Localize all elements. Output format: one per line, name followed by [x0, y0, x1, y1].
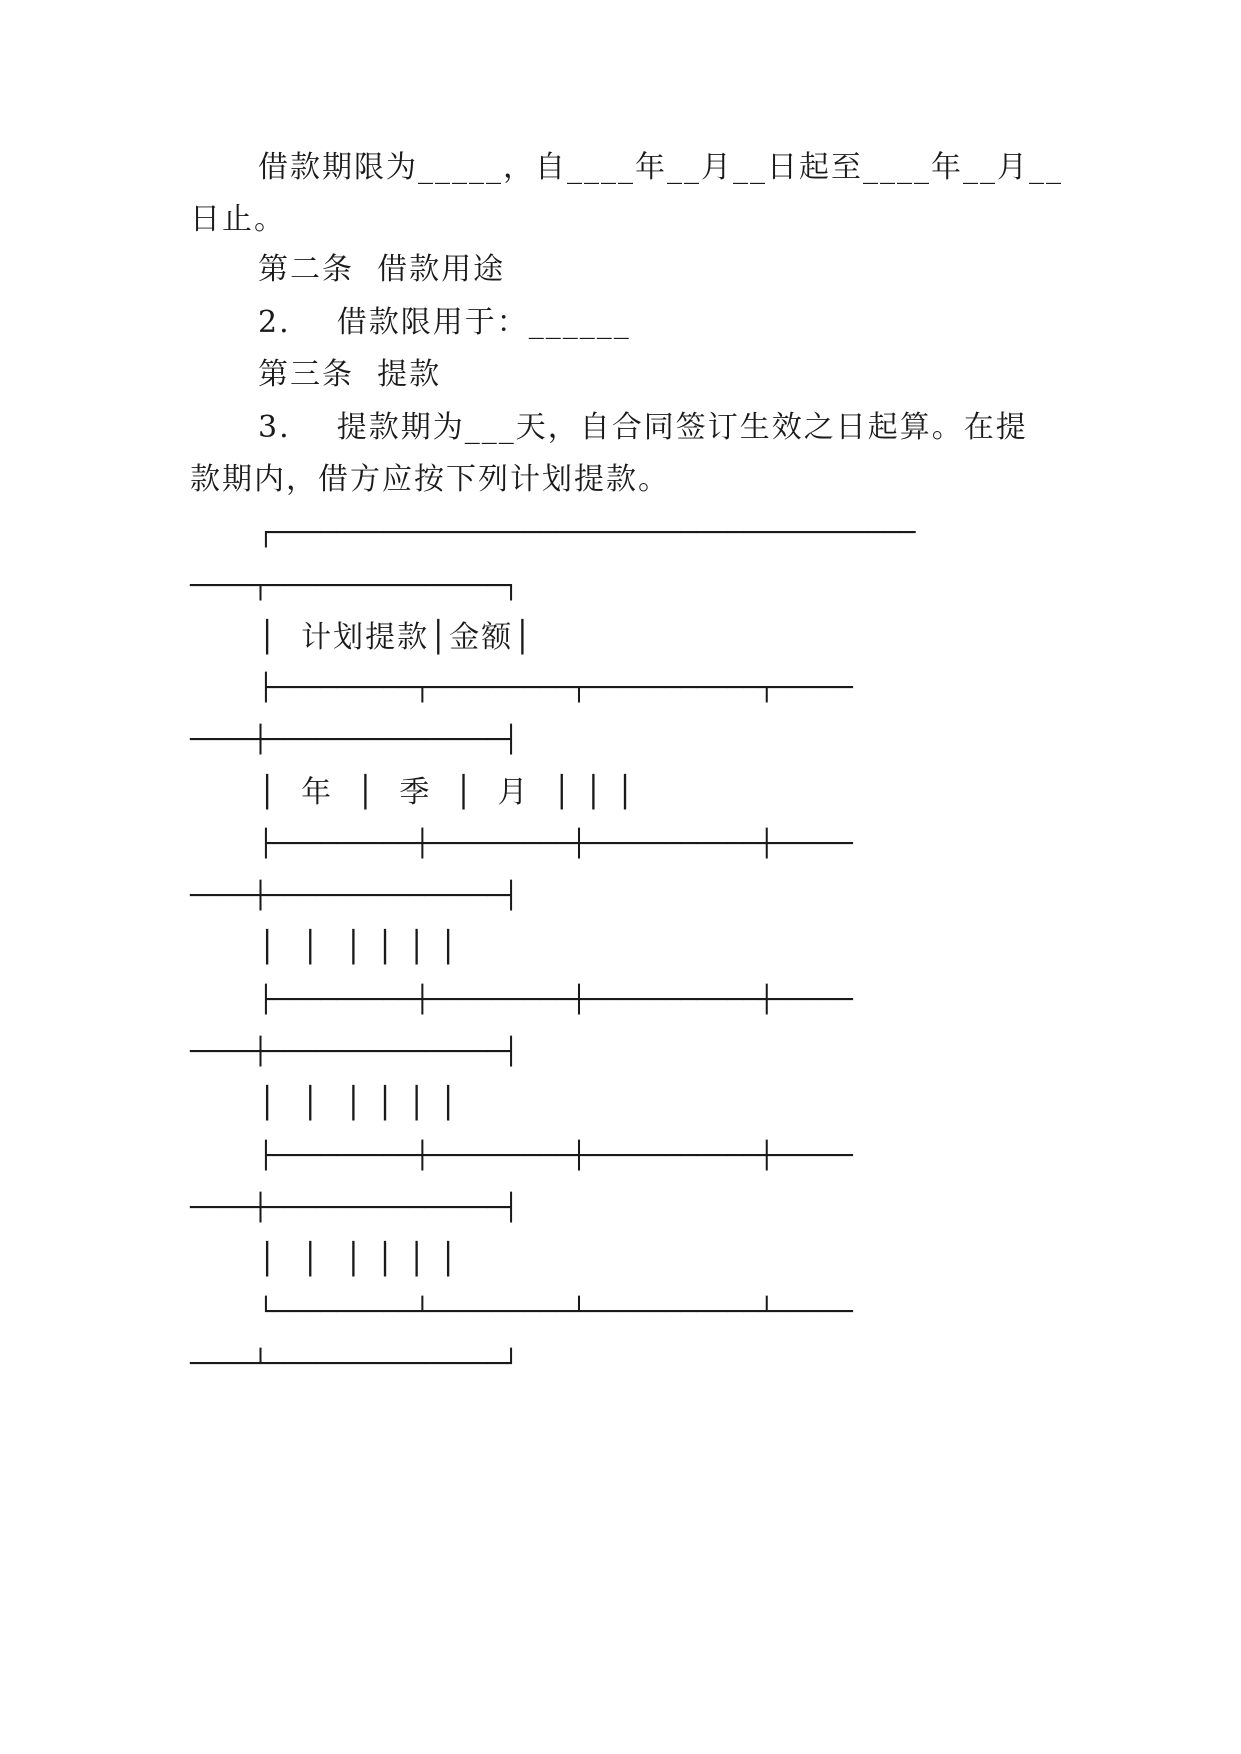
table-bottom-border: └─────────┴─────────┴───────────┴─────	[258, 1297, 853, 1327]
withdrawal-period-line-end: 款期内，借方应按下列计划提款。	[190, 462, 670, 497]
table-separator: ├─────────┼─────────┼───────────┼─────	[258, 829, 853, 859]
article-3-heading: 第三条 提款	[258, 357, 442, 392]
loan-term-line: 借款期限为_____，自____年__月__日起至____年__月__	[258, 150, 1063, 185]
table-top-border-cont: ────┬───────────────┐	[190, 571, 519, 601]
table-row: │ │ │ │ │ │	[258, 1242, 460, 1277]
table-row: │ │ │ │ │ │	[258, 1086, 460, 1121]
withdrawal-period-line: 3. 提款期为___天，自合同签订生效之日起算。在提	[258, 410, 1028, 445]
table-row: │ │ │ │ │ │	[258, 930, 460, 965]
table-header-row: │ 计划提款│金额│	[258, 620, 534, 655]
loan-term-line-end: 日止。	[190, 202, 286, 237]
table-bottom-border-cont: ────┴───────────────┘	[190, 1349, 519, 1379]
table-separator-cont: ────┼───────────────┤	[190, 1193, 519, 1223]
table-separator-cont: ────┼───────────────┤	[190, 881, 519, 911]
table-separator: ├─────────┼─────────┼───────────┼─────	[258, 1141, 853, 1171]
table-separator: ├─────────┬─────────┬───────────┬─────	[258, 673, 853, 703]
table-top-border: ┌─────────────────────────────────────────	[258, 518, 916, 548]
table-subheader-row: │ 年 │ 季 │ 月 │ │ │	[258, 775, 636, 810]
table-separator-cont: ────┼───────────────┤	[190, 1037, 519, 1067]
loan-purpose-line: 2. 借款限用于：______	[258, 305, 631, 340]
table-separator: ├─────────┼─────────┼───────────┼─────	[258, 985, 853, 1015]
table-separator-cont: ────┼───────────────┤	[190, 725, 519, 755]
article-2-heading: 第二条 借款用途	[258, 252, 506, 287]
